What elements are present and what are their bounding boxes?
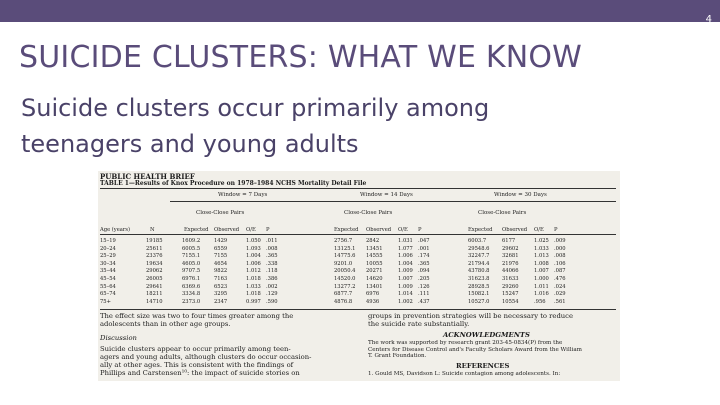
table-cell: 2373.0 xyxy=(182,298,201,305)
text-line: the suicide rate substantially. xyxy=(368,320,470,328)
column-header: O/E xyxy=(398,227,408,233)
table-cell: 32681 xyxy=(502,253,519,260)
discussion-heading: Discussion xyxy=(100,334,137,342)
table-cell: 44066 xyxy=(502,268,519,275)
table-cell: 6369.6 xyxy=(182,283,201,290)
window-label: Window = 7 Days xyxy=(218,192,268,198)
text-line: The work was supported by research grant 203-45-0834(P) from the xyxy=(368,340,563,346)
table-cell: 4876.8 xyxy=(334,298,353,305)
table-cell: 7155.1 xyxy=(182,253,201,260)
table-cell: 6877.7 xyxy=(334,291,353,298)
table-cell: .009 xyxy=(554,238,566,244)
text-line: Suicide clusters appear to occur primarily among teen- xyxy=(100,345,291,353)
table-cell: .047 xyxy=(418,238,430,244)
table-cell: .008 xyxy=(554,253,566,260)
slide-subtitle xyxy=(21,90,581,162)
column-header: Expected xyxy=(184,227,209,233)
table-cell: .365 xyxy=(418,260,430,267)
table-cell: 4936 xyxy=(366,298,380,305)
table-cell: .106 xyxy=(554,260,566,267)
table-cell: 6523 xyxy=(214,283,228,290)
table-cell: 14620 xyxy=(366,276,383,282)
age-group-cell: 25–29 xyxy=(100,253,116,260)
table-cell: .205 xyxy=(418,276,430,282)
n-header: N xyxy=(150,227,155,233)
age-group-cell: 45–54 xyxy=(100,276,116,282)
table-cell: 31623.8 xyxy=(468,276,490,282)
group-label: Close-Close Pairs xyxy=(478,210,527,216)
column-header: P xyxy=(266,227,270,233)
table-cell: 1.006 xyxy=(398,253,413,260)
table-cell: .437 xyxy=(418,298,430,305)
table-cell: 25611 xyxy=(146,245,163,252)
table-cell: 20050.4 xyxy=(334,268,356,275)
table-cell: 13451 xyxy=(366,245,383,252)
scanned-document xyxy=(98,171,620,381)
table-cell: 3334.8 xyxy=(182,291,201,298)
subtitle-line: Suicide clusters occur primarily among xyxy=(21,94,490,122)
text-line: Phillips and Carstensen¹⁰: the impact of suicide stories on xyxy=(100,369,300,377)
text-line: ally at other ages. This is consistent with the findings of xyxy=(100,361,294,369)
table-title: TABLE 1—Results of Knox Procedure on 1978–1984 NCHS Mortality Detail File xyxy=(100,180,367,187)
table-cell: 18211 xyxy=(146,291,163,298)
table-cell: 29548.6 xyxy=(468,245,490,252)
age-header: Age (years) xyxy=(100,227,131,233)
text-line: adolescents than in other age groups. xyxy=(100,320,231,328)
column-header: Observed xyxy=(366,227,392,233)
age-group-cell: 65–74 xyxy=(100,291,116,298)
text-line: The effect size was two to four times greater among the xyxy=(100,312,294,320)
table-cell: 1.009 xyxy=(398,268,413,275)
column-header: Expected xyxy=(334,227,359,233)
age-group-cell: 20–24 xyxy=(100,245,116,252)
table-cell: 21794.4 xyxy=(468,260,490,267)
table-cell: 2756.7 xyxy=(334,238,353,244)
window-label: Window = 30 Days xyxy=(494,192,547,198)
table-cell: 6177 xyxy=(502,238,516,244)
table-cell: .001 xyxy=(418,245,430,252)
table-cell: 10055 xyxy=(366,260,383,267)
ack-heading: ACKNOWLEDGMENTS xyxy=(443,331,530,339)
table-cell: 6559 xyxy=(214,245,228,252)
subtitle-line: teenagers and young adults xyxy=(21,130,359,158)
table-cell: 14555 xyxy=(366,253,383,260)
table-cell: 29062 xyxy=(146,268,163,275)
table-cell: 1.016 xyxy=(534,291,549,298)
table-cell: .590 xyxy=(266,298,278,305)
table-cell: .000 xyxy=(554,245,566,252)
table-cell: .024 xyxy=(554,283,566,290)
table-cell: 1.002 xyxy=(398,298,413,305)
table-cell: 14520.0 xyxy=(334,276,356,282)
slide-title: SUICIDE CLUSTERS: WHAT WE KNOW xyxy=(19,40,583,75)
table-cell: 1.033 xyxy=(534,245,549,252)
table-cell: 1.007 xyxy=(534,268,549,275)
slide-number: 4 xyxy=(705,14,712,25)
table-cell: .365 xyxy=(266,253,278,260)
table-cell: 15082.1 xyxy=(468,291,490,298)
table-cell: 6003.7 xyxy=(468,238,487,244)
text-line: 1. Gould MS, Davidson L: Suicide contagion among adolescents. In: xyxy=(368,371,561,377)
table-cell: 19634 xyxy=(146,260,163,267)
table-cell: .129 xyxy=(266,291,278,298)
table-cell: 6976 xyxy=(366,291,380,298)
table-cell: 6005.5 xyxy=(182,245,201,252)
table-cell: .118 xyxy=(266,268,278,275)
table-cell: 1.006 xyxy=(246,260,261,267)
table-cell: 1.013 xyxy=(534,253,549,260)
table-cell: .126 xyxy=(418,283,430,290)
table-cell: 28928.5 xyxy=(468,283,490,290)
table-cell: 43780.8 xyxy=(468,268,490,275)
table-cell: .338 xyxy=(266,260,278,267)
age-group-cell: 15–19 xyxy=(100,238,116,244)
table-cell: 29260 xyxy=(502,283,519,290)
text-line: Centers for Disease Control and's Faculty Scholars Award from the William xyxy=(368,346,582,353)
right-paragraph xyxy=(368,312,573,328)
table-rule xyxy=(170,201,616,202)
table-rule xyxy=(100,309,616,310)
table-cell: .111 xyxy=(418,291,430,298)
table-cell: 1.011 xyxy=(534,283,549,290)
table-cell: .087 xyxy=(554,268,566,275)
table-cell: 14710 xyxy=(146,298,163,305)
column-header: Expected xyxy=(468,227,493,233)
table-cell: 13401 xyxy=(366,283,383,290)
table-cell: 1.007 xyxy=(398,276,413,282)
table-cell: 1.031 xyxy=(398,238,413,244)
table-cell: 9822 xyxy=(214,268,228,275)
table-cell: 7155 xyxy=(214,253,228,260)
table-cell: 10527.0 xyxy=(468,298,490,305)
table-cell: 19185 xyxy=(146,238,163,244)
table-cell: 1.077 xyxy=(398,245,413,252)
table-cell: .386 xyxy=(266,276,278,282)
table-cell: 20271 xyxy=(366,268,383,275)
table-cell: 1.009 xyxy=(398,283,413,290)
table-cell: 2347 xyxy=(214,298,228,305)
table-cell: 32247.7 xyxy=(468,253,490,260)
table-cell: 10554 xyxy=(502,298,519,305)
table-cell: 1.050 xyxy=(246,238,261,244)
table-cell: .561 xyxy=(554,298,566,305)
table-cell: 29602 xyxy=(502,245,519,252)
column-header: O/E xyxy=(246,227,256,233)
age-group-cell: 55–64 xyxy=(100,283,116,290)
table-cell: 6976.1 xyxy=(182,276,201,282)
text-line: agers and young adults, although clusters do occur occasion- xyxy=(100,353,312,361)
table-cell: 0.997 xyxy=(246,298,261,305)
table-cell: 1.025 xyxy=(534,238,549,244)
table-cell: .476 xyxy=(554,276,566,282)
left-paragraph xyxy=(100,312,293,328)
table-cell: .956 xyxy=(534,298,546,305)
table-cell: .002 xyxy=(266,283,278,290)
table-cell: 2842 xyxy=(366,238,380,244)
table-cell: 21976 xyxy=(502,260,519,267)
table-cell: .008 xyxy=(266,245,278,252)
age-group-cell: 75+ xyxy=(100,298,111,305)
table-cell: 15247 xyxy=(502,291,519,298)
table-cell: 13125.1 xyxy=(334,245,356,252)
column-header: O/E xyxy=(534,227,544,233)
column-header: P xyxy=(418,227,422,233)
age-group-cell: 30–34 xyxy=(100,260,116,267)
table-cell: 1.014 xyxy=(398,291,413,298)
table-cell: 1.018 xyxy=(246,276,261,282)
table-cell: 1.093 xyxy=(246,245,261,252)
table-cell: 1.004 xyxy=(398,260,413,267)
column-header: P xyxy=(554,227,558,233)
group-label: Close-Close Pairs xyxy=(196,210,245,216)
discussion-text xyxy=(100,345,311,377)
text-line: T. Grant Foundation. xyxy=(368,353,427,360)
window-label: Window = 14 Days xyxy=(360,192,413,198)
table-cell: 3295 xyxy=(214,291,228,298)
table-cell: 29641 xyxy=(146,283,163,290)
table-cell: 1.008 xyxy=(534,260,549,267)
table-cell: 9201.0 xyxy=(334,260,353,267)
group-label: Close-Close Pairs xyxy=(344,210,393,216)
table-cell: 1.012 xyxy=(246,268,261,275)
table-cell: 1609.2 xyxy=(182,238,201,244)
table-rule xyxy=(100,188,616,189)
table-cell: 1.033 xyxy=(246,283,261,290)
column-header: Observed xyxy=(502,227,528,233)
doc-header: PUBLIC HEALTH BRIEF xyxy=(100,172,195,181)
table-cell: 14775.6 xyxy=(334,253,356,260)
table-cell: .011 xyxy=(266,238,278,244)
table-rule xyxy=(100,234,616,235)
table-cell: 1.018 xyxy=(246,291,261,298)
references-heading: REFERENCES xyxy=(456,362,510,370)
table-cell: 4605.0 xyxy=(182,260,201,267)
table-cell: 7163 xyxy=(214,276,228,282)
table-cell: 13277.2 xyxy=(334,283,356,290)
table-cell: 1429 xyxy=(214,238,228,244)
table-cell: 1.000 xyxy=(534,276,549,282)
references-text xyxy=(368,371,560,378)
title-bar xyxy=(0,0,720,22)
table-cell: 26005 xyxy=(146,276,163,282)
table-cell: 31633 xyxy=(502,276,519,282)
table-cell: 1.004 xyxy=(246,253,261,260)
ack-text xyxy=(368,340,582,360)
table-cell: .029 xyxy=(554,291,566,298)
table-cell: .094 xyxy=(418,268,430,275)
table-cell: 23376 xyxy=(146,253,163,260)
table-cell: 4654 xyxy=(214,260,228,267)
table-cell: 9707.5 xyxy=(182,268,201,275)
age-group-cell: 35–44 xyxy=(100,268,116,275)
text-line: groups in prevention strategies will be necessary to reduce xyxy=(368,312,574,320)
table-cell: .174 xyxy=(418,253,430,260)
column-header: Observed xyxy=(214,227,240,233)
